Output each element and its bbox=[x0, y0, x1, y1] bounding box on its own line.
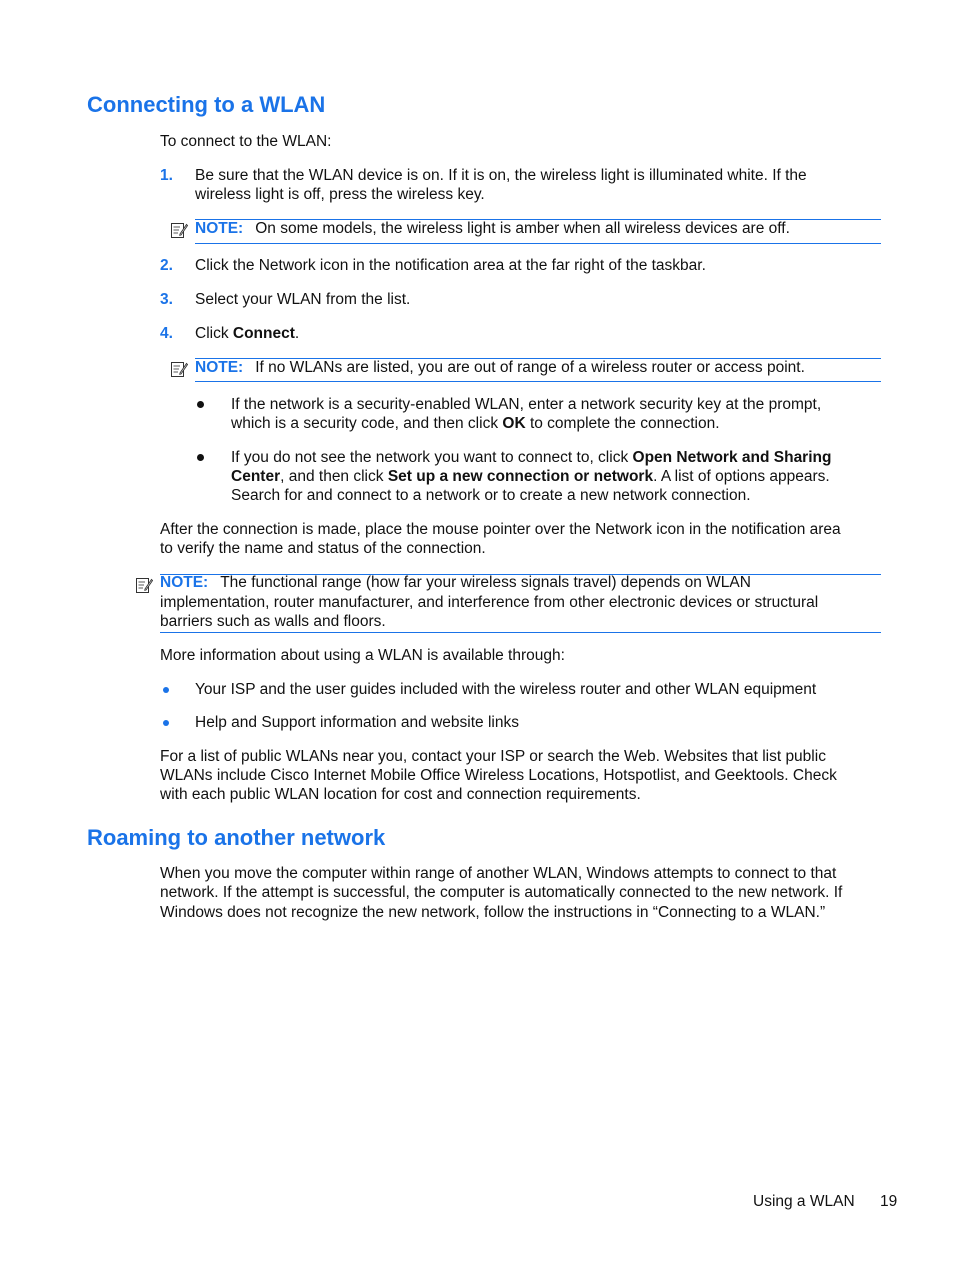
note-pencil-icon bbox=[170, 360, 188, 378]
list-item: Your ISP and the user guides included with the wireless router and other WLAN equipment bbox=[195, 681, 817, 698]
bullet-dot bbox=[197, 401, 204, 408]
paragraph-line: After the connection is made, place the mouse pointer over the Network icon in the notification area bbox=[160, 521, 841, 538]
step-text: Select your WLAN from the list. bbox=[195, 291, 411, 308]
text-part: to complete the connection. bbox=[525, 415, 720, 432]
step-number: 4. bbox=[160, 325, 173, 342]
center-term: Center bbox=[231, 468, 281, 485]
text-part: which is a security code, and then click bbox=[231, 415, 503, 432]
step-text: Click the Network icon in the notification area at the far right of the taskbar. bbox=[195, 257, 706, 274]
paragraph-line: WLANs include Cisco Internet Mobile Office Wireless Locations, Hotspotlist, and Geektools. Check bbox=[160, 767, 837, 784]
note-label: NOTE: bbox=[195, 220, 244, 237]
ok-term: OK bbox=[502, 415, 526, 432]
page-number: 19 bbox=[880, 1193, 898, 1210]
note bbox=[195, 219, 790, 238]
bullet-text-line bbox=[231, 467, 830, 486]
step-text bbox=[195, 324, 299, 343]
note-label: NOTE: bbox=[195, 359, 244, 376]
note-bottom-rule bbox=[160, 632, 881, 633]
step-text-part: . bbox=[294, 325, 300, 342]
paragraph-line: to verify the name and status of the connection. bbox=[160, 540, 486, 557]
note-pencil-icon bbox=[135, 576, 153, 594]
step-text-line: Be sure that the WLAN device is on. If it is on, the wireless light is illuminated white. If the bbox=[195, 167, 807, 184]
text-part: , and then click bbox=[280, 468, 388, 485]
connect-term: Connect bbox=[232, 325, 295, 342]
step-text-part: Click bbox=[195, 325, 233, 342]
note-text: The functional range (how far your wireless signals travel) depends on WLAN bbox=[220, 574, 751, 591]
footer-section: Using a WLAN bbox=[753, 1193, 855, 1210]
text-part: . A list of options appears. bbox=[653, 468, 830, 485]
paragraph-line: Windows does not recognize the new network, follow the instructions in “Connecting to a WLAN.” bbox=[160, 904, 826, 921]
bullet-text-line bbox=[231, 448, 831, 467]
bullet-text-line bbox=[231, 414, 720, 433]
step-text-line: wireless light is off, press the wireless key. bbox=[195, 186, 485, 203]
note-line bbox=[160, 573, 751, 592]
note-pencil-icon bbox=[170, 221, 188, 239]
section-heading: Roaming to another network bbox=[87, 825, 386, 850]
note-text: On some models, the wireless light is amber when all wireless devices are off. bbox=[255, 220, 790, 237]
note-bottom-rule bbox=[195, 243, 881, 244]
paragraph-line: with each public WLAN location for cost and connection requirements. bbox=[160, 786, 641, 803]
text-part: If you do not see the network you want to connect to, click bbox=[231, 449, 633, 466]
bullet-dot bbox=[163, 720, 169, 726]
note-line: barriers such as walls and floors. bbox=[160, 613, 386, 630]
bullet-dot bbox=[163, 687, 169, 693]
note-line: implementation, router manufacturer, and interference from other electronic devices or structural bbox=[160, 594, 819, 611]
open-network-term: Open Network and Sharing bbox=[632, 449, 832, 466]
bullet-dot bbox=[197, 454, 204, 461]
note-text: If no WLANs are listed, you are out of range of a wireless router or access point. bbox=[255, 359, 805, 376]
note-bottom-rule bbox=[195, 381, 881, 382]
paragraph: More information about using a WLAN is available through: bbox=[160, 647, 565, 664]
paragraph-line: For a list of public WLANs near you, contact your ISP or search the Web. Websites that list public bbox=[160, 748, 826, 765]
intro-text: To connect to the WLAN: bbox=[160, 133, 332, 150]
list-item: Help and Support information and website links bbox=[195, 714, 519, 731]
section-heading: Connecting to a WLAN bbox=[87, 92, 326, 117]
step-number: 3. bbox=[160, 291, 173, 308]
note bbox=[195, 358, 805, 377]
paragraph-line: When you move the computer within range of another WLAN, Windows attempts to connect to that bbox=[160, 865, 837, 882]
paragraph-line: network. If the attempt is successful, the computer is automatically connected to the new network. If bbox=[160, 884, 843, 901]
step-number: 2. bbox=[160, 257, 173, 274]
bullet-text-line: Search for and connect to a network or to create a new network connection. bbox=[231, 487, 751, 504]
bullet-text-line: If the network is a security-enabled WLAN, enter a network security key at the prompt, bbox=[231, 396, 822, 413]
setup-term: Set up a new connection or network bbox=[387, 468, 654, 485]
step-number: 1. bbox=[160, 167, 173, 184]
note-label: NOTE: bbox=[160, 574, 209, 591]
